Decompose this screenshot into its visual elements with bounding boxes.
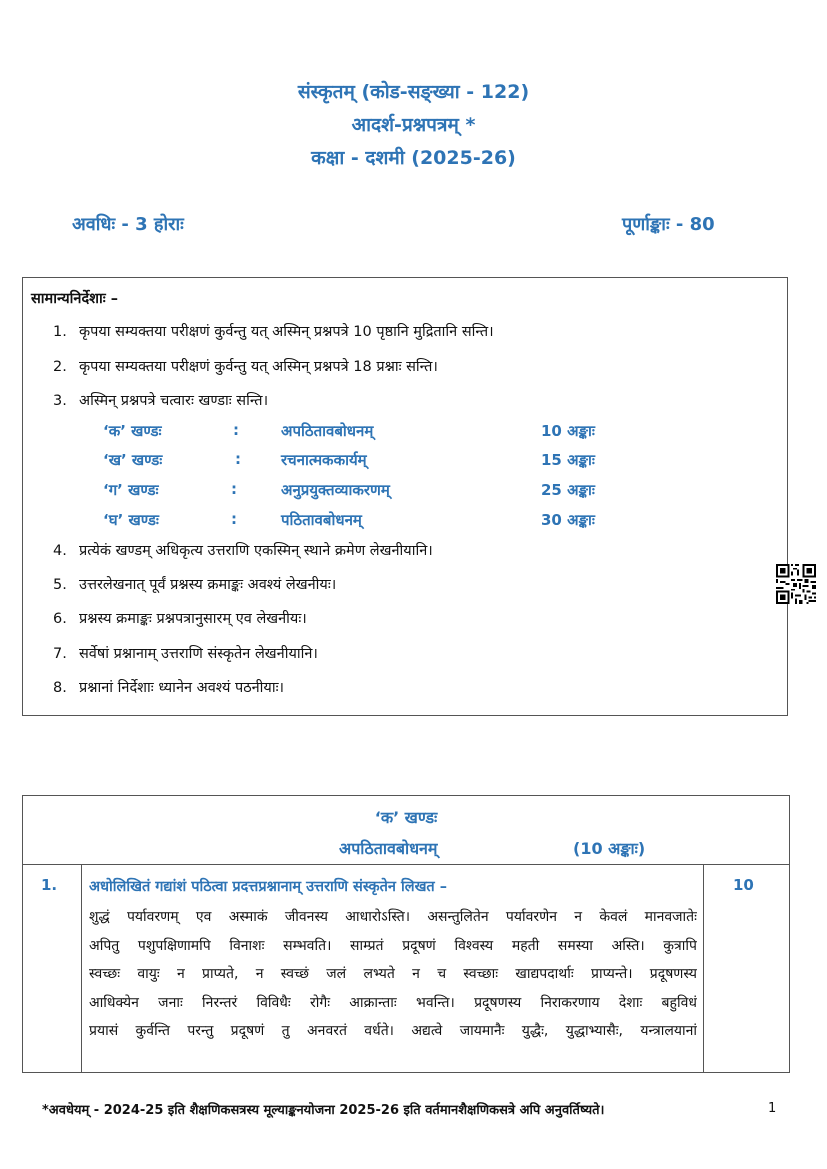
paper-title: संस्कृतम् (कोड-सङ्ख्या - 122) xyxy=(297,81,530,103)
passage-line: प्रयासं कुर्वन्ति परन्तु प्रदूषणं तु अनवरतं वर्धते। अद्यत्वे जायमानैः युद्धैः, युद्धाभ्यासैः, यन्त्रालयानां xyxy=(89,1023,697,1039)
paper-subtitle: आदर्श-प्रश्नपत्रम् * xyxy=(351,114,476,136)
instructions-heading: सामान्यनिर्देशाः – xyxy=(31,291,119,307)
table-column-divider xyxy=(703,864,704,1072)
instruction-item: 8. प्रश्नानां निर्देशाः ध्यानेन अवश्यं पठनीयाः। xyxy=(53,680,285,696)
page-number: 1 xyxy=(768,1101,777,1116)
max-marks: पूर्णाङ्काः - 80 xyxy=(622,214,715,235)
general-instructions-box: सामान्यनिर्देशाः – 1. कृपया सम्यक्तया परीक्षणं कुर्वन्तु यत् अस्मिन् प्रश्नपत्रे 10 पृष्ठानि मुद्रितानि सन्ति। 2. कृपया सम्यक्तया परीक्षणं कुर्वन्तु यत् अस्मिन् प्रश्नपत्रे 18 प्रश्नाः सन्ति। 3. अस्मिन् प्रश्नपत्रे चत्वारः खण्डाः सन्ति। ‘क’ खण्डः : अपठितावबोधनम् 10 अङ्काः ‘ख’ खण्डः : रचनात्मककार्यम् 15 अङ्काः ‘ग’ खण्डः : अनुप्रयुक्तव्याकरणम् 25 अङ्काः ‘घ’ खण्डः : पठितावबोधनम् 30 अङ्काः 4. प्रत्येकं खण्डम् अधिकृत्य उत्तराणि एकस्मिन् स्थाने क्रमेण लेखनीयानि। 5. उत्तरलेखनात् पूर्वं प्रश्नस्य क्रमाङ्कः अवश्यं लेखनीयः। 6. प्रश्नस्य क्रमाङ्कः प्रश्नपत्रानुसारम् एव लेखनीयः। 7. सर्वेषां प्रश्नानाम् उत्तराणि संस्कृतेन लेखनीयानि। 8. प्रश्नानां निर्देशाः ध्यानेन अवश्यं पठनीयाः। xyxy=(22,277,788,716)
question-marks: 10 xyxy=(733,876,754,894)
question-heading: अधोलिखितं गद्यांशं पठित्वा प्रदत्तप्रश्नानाम् उत्तराणि संस्कृतेन लिखत – xyxy=(89,879,447,895)
instruction-item: 7. सर्वेषां प्रश्नानाम् उत्तराणि संस्कृतेन लेखनीयानि। xyxy=(53,646,318,662)
section-a-title: ‘क’ खण्डः xyxy=(374,808,438,827)
question-number: 1. xyxy=(41,876,58,894)
passage xyxy=(89,903,697,1046)
passage-line: अपितु पशुपक्षिणामपि विनाशः सम्भवति। साम्प्रतं प्रदूषणं विश्वस्य महती समस्या अस्ति। कुत्रापि xyxy=(89,937,697,954)
passage-line: शुद्धं पर्यावरणम् एव अस्माकं जीवनस्य आधारोऽस्ति। असन्तुलितेन पर्यावरणेन न केवलं मानवजातेः xyxy=(89,909,697,925)
instruction-item: 6. प्रश्नस्य क्रमाङ्कः प्रश्नपत्रानुसारम् एव लेखनीयः। xyxy=(53,611,307,627)
instruction-item: 4. प्रत्येकं खण्डम् अधिकृत्य उत्तराणि एकस्मिन् स्थाने क्रमेण लेखनीयानि। xyxy=(53,543,433,559)
instruction-item: 1. कृपया सम्यक्तया परीक्षणं कुर्वन्तु यत् अस्मिन् प्रश्नपत्रे 10 पृष्ठानि मुद्रितानि सन्ति। xyxy=(53,324,494,340)
table-divider xyxy=(23,864,789,865)
instruction-item: 2. कृपया सम्यक्तया परीक्षणं कुर्वन्तु यत् अस्मिन् प्रश्नपत्रे 18 प्रश्नाः सन्ति। xyxy=(53,359,438,375)
section-a-box xyxy=(22,795,790,1073)
instruction-item: 3. अस्मिन् प्रश्नपत्रे चत्वारः खण्डाः सन्ति। xyxy=(53,393,269,409)
passage-line: आधिक्येन जनाः निरन्तरं विविधैः रोगैः आक्रान्ताः भवन्ति। प्रदूषणस्य निराकरणाय देशाः बहुविधं xyxy=(89,994,697,1011)
qr-code-icon xyxy=(776,564,816,604)
footer-note: *अवधेयम् - 2024-25 इति शैक्षणिकसत्रस्य मूल्याङ्कनयोजना 2025-26 इति वर्तमानशैक्षणिकसत्रे अपि अनुवर्तिष्यते। xyxy=(42,1103,605,1118)
duration: अवधिः - 3 होराः xyxy=(72,214,184,235)
table-column-divider xyxy=(81,864,82,1072)
section-a-subtitle: अपठितावबोधनम् xyxy=(339,839,438,858)
instruction-item: 5. उत्तरलेखनात् पूर्वं प्रश्नस्य क्रमाङ्कः अवश्यं लेखनीयः। xyxy=(53,577,337,593)
paper-class: कक्षा - दशमी (2025-26) xyxy=(311,147,516,169)
passage-line: स्वच्छः वायुः न प्राप्यते, न स्वच्छं जलं लभ्यते न च स्वच्छाः खाद्यपदार्थाः प्राप्यन्ते। प्रदूषणस्य xyxy=(89,966,697,982)
section-a-marks: (10 अङ्काः) xyxy=(573,839,646,858)
